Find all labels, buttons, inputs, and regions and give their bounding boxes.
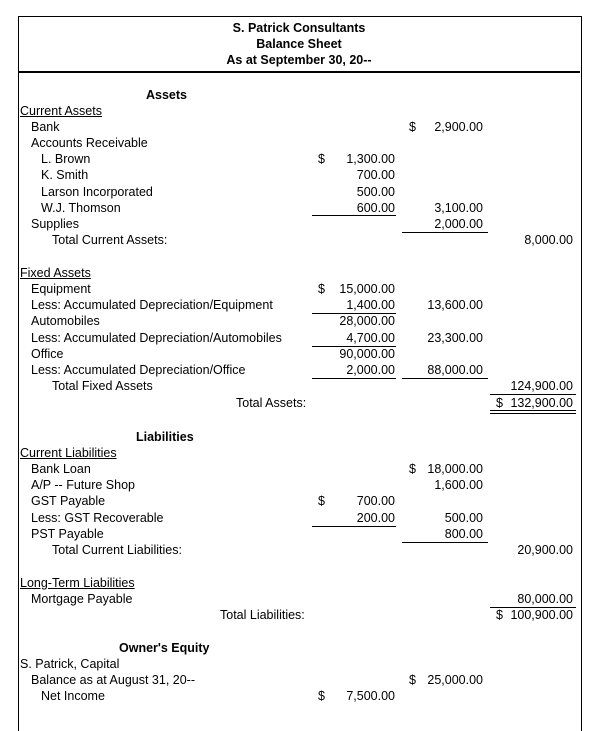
fixed-item-amount: 90,000.00 [339,347,395,361]
gst-net-amount: 500.00 [444,511,483,525]
fixed-item-amount: 4,700.00 [346,331,395,345]
dollar-sign: $ [318,152,325,166]
capital-label: S. Patrick, Capital [20,657,120,671]
gst-payable-label: GST Payable [31,494,106,508]
supplies-amount: 2,000.00 [434,217,483,231]
company-name: S. Patrick Consultants [232,21,366,35]
fixed-item-label: Equipment [31,282,91,296]
current-liabilities-heading: Current Liabilities [20,446,117,460]
fixed-item-amount: 15,000.00 [339,282,395,296]
balance-amount: 25,000.00 [427,673,483,687]
subtotal-rule [312,215,396,216]
fixed-item-amount: 2,000.00 [346,363,395,377]
equity-heading: Owner's Equity [119,641,210,655]
sheet-date: As at September 30, 20-- [226,53,372,67]
fixed-item-label: Less: Accumulated Depreciation/Automobiles [31,331,282,345]
pst-payable-label: PST Payable [31,527,104,541]
total-current-liabilities-label: Total Current Liabilities: [52,543,182,557]
total-liabilities-amount: 100,900.00 [510,608,573,622]
pst-payable-amount: 800.00 [444,527,483,541]
ar-item-label: K. Smith [41,168,89,182]
balance-label: Balance as at August 31, 20-- [31,673,195,687]
total-assets-label: Total Assets: [236,396,307,410]
gst-recoverable-label: Less: GST Recoverable [31,511,164,525]
fixed-assets-heading: Fixed Assets [20,266,91,280]
assets-heading: Assets [146,88,187,102]
dollar-sign: $ [409,673,416,687]
gst-payable-amount: 700.00 [356,494,395,508]
ar-item-label: W.J. Thomson [41,201,121,215]
bank-amount: 2,900.00 [434,120,483,134]
gst-recoverable-amount: 200.00 [356,511,395,525]
ar-item-amount: 600.00 [356,201,395,215]
ar-total-amount: 3,100.00 [434,201,483,215]
subtotal-rule [402,542,488,543]
dollar-sign: $ [496,608,503,622]
total-assets-amount: 132,900.00 [510,396,573,410]
fixed-item-label: Less: Accumulated Depreciation/Equipment [31,298,273,312]
subtotal-rule [312,378,396,379]
sheet-header [18,16,580,73]
fixed-item-label: Office [31,347,64,361]
fixed-item-label: Less: Accumulated Depreciation/Office [31,363,246,377]
ar-item-label: Larson Incorporated [41,185,153,199]
ap-amount: 1,600.00 [434,478,483,492]
fixed-item-net: 88,000.00 [427,363,483,377]
current-assets-heading: Current Assets [20,104,102,118]
mortgage-label: Mortgage Payable [31,592,133,606]
total-fixed-assets-amount: 124,900.00 [510,379,573,393]
fixed-item-net: 13,600.00 [427,298,483,312]
dollar-sign: $ [409,462,416,476]
subtotal-rule [402,232,488,233]
bank-loan-label: Bank Loan [31,462,91,476]
fixed-item-label: Automobiles [31,314,100,328]
dollar-sign: $ [409,120,416,134]
net-income-amount: 7,500.00 [346,689,395,703]
ar-item-amount: 700.00 [356,168,395,182]
ar-label: Accounts Receivable [31,136,148,150]
dollar-sign: $ [318,689,325,703]
fixed-item-amount: 28,000.00 [339,314,395,328]
dollar-sign: $ [496,396,503,410]
ar-item-amount: 1,300.00 [346,152,395,166]
fixed-item-amount: 1,400.00 [346,298,395,312]
bank-loan-amount: 18,000.00 [427,462,483,476]
ap-label: A/P -- Future Shop [31,478,135,492]
liabilities-heading: Liabilities [136,430,194,444]
double-total-rule [490,410,576,414]
subtotal-rule [402,378,488,379]
dollar-sign: $ [318,494,325,508]
net-income-label: Net Income [41,689,105,703]
longterm-liabilities-heading: Long-Term Liabilities [20,576,135,590]
fixed-item-net: 23,300.00 [427,331,483,345]
subtotal-rule [312,526,396,527]
total-fixed-assets-label: Total Fixed Assets [52,379,153,393]
ar-item-amount: 500.00 [356,185,395,199]
supplies-label: Supplies [31,217,79,231]
total-current-assets-amount: 8,000.00 [524,233,573,247]
dollar-sign: $ [318,282,325,296]
total-liabilities-label: Total Liabilities: [220,608,305,622]
mortgage-amount: 80,000.00 [517,592,573,606]
sheet-title: Balance Sheet [256,37,342,51]
bank-label: Bank [31,120,60,134]
ar-item-label: L. Brown [41,152,91,166]
total-current-liabilities-amount: 20,900.00 [517,543,573,557]
total-current-assets-label: Total Current Assets: [52,233,168,247]
